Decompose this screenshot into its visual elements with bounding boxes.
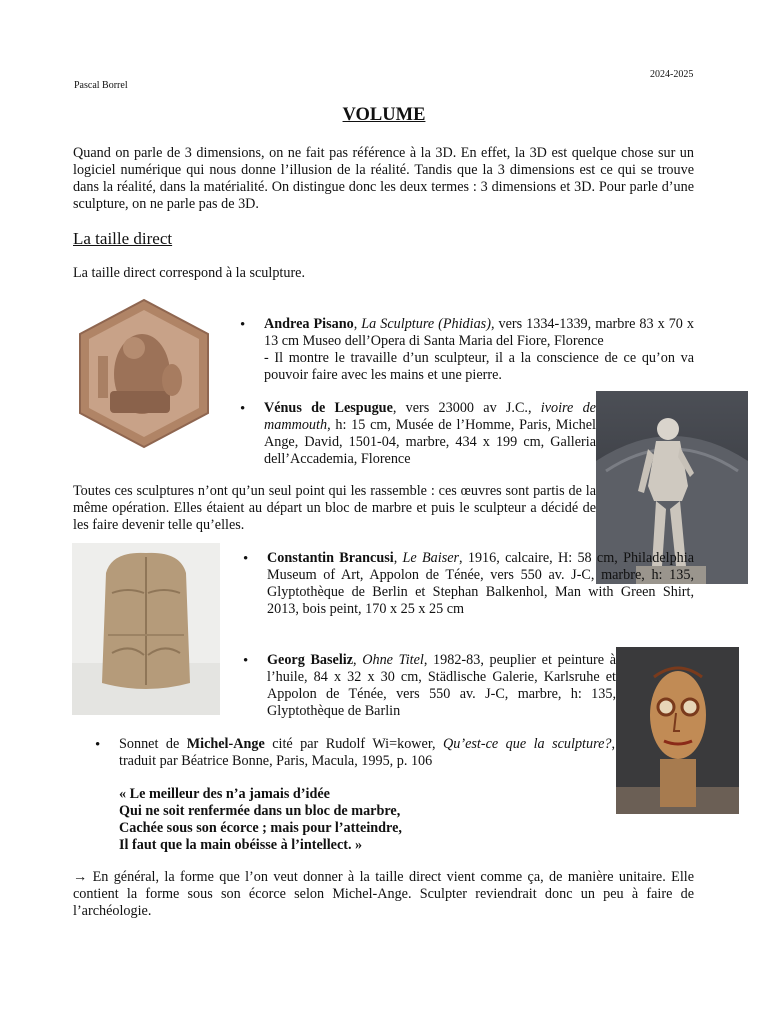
intro-paragraph: Quand on parle de 3 dimensions, on ne fait pas référence à la 3D. En effet, la 3D est quelque chose sur un logiciel numérique qui nous donne l’illusion de la réalité. Tandis que la 3 dimensions est ce qui se trouve dans la réalité, dans la matérialité. On distingue donc les deux termes : 3 dimensions et 3D. Pour parle d’une sculpture, on ne parle pas de 3D. xyxy=(73,145,694,212)
sonnet-artist: Michel-Ange xyxy=(186,736,265,752)
baselitz-details: , 1982-83, peuplier et peinture à l’huile, 84 x 32 x 30 cm, Städlische Galerie, Karlsruhe et Appolon de Ténée, vers 550 av. J-C, marbre, h: 135, Glyptothèque de Barlin xyxy=(267,652,617,719)
bullet-marker: • xyxy=(240,317,246,333)
brancusi-work-title: Le Baiser xyxy=(402,550,460,566)
sonnet-details: , traduit par Béatrice Bonne, Paris, Macula, 1995, p. 106 xyxy=(119,736,616,769)
section-intro: La taille direct correspond à la sculpture. xyxy=(73,265,306,281)
sonnet-work-title: Qu’est-ce que la sculpture? xyxy=(443,736,612,752)
baselitz-artist: Georg Baseliz xyxy=(267,652,354,668)
brancusi-artist: Constantin Brancusi xyxy=(267,550,394,566)
arrow-icon: → xyxy=(73,869,88,885)
author-name: Pascal Borrel xyxy=(74,80,128,91)
conclusion-paragraph xyxy=(73,869,694,920)
quote-line: Qui ne soit renfermée dans un bloc de marbre, xyxy=(119,803,401,819)
pisano-comment: - Il montre le travaille d’un sculpteur, il a la conscience de ce qu’on va pouvoir faire avec les mains et une pierre. xyxy=(264,350,694,383)
quote-line: « Le meilleur des n’a jamais d’idée xyxy=(119,786,330,802)
baselitz-work-title: Ohne Titel xyxy=(362,652,424,668)
pisano-caption: Andrea Pisano, La Sculpture (Phidias), vers 1334-1339, marbre 83 x 70 x 13 cm Museo dell’Opera di Santa Maria del Fiore, Florence - Il montre le travaille d’un sculpteur, il a la conscience de ce qu’on va pouvoir faire avec les mains et une pierre. xyxy=(264,316,694,383)
venus-artist: Vénus de Lespugue xyxy=(264,400,393,416)
pisano-relief-image xyxy=(72,296,216,451)
year-label: 2024-2025 xyxy=(650,69,694,80)
section-heading: La taille direct xyxy=(73,229,173,248)
sonnet-mid: cité par Rudolf Wi=kower, xyxy=(264,736,444,752)
venus-material: ivoire de mammouth xyxy=(264,400,596,433)
venus-date: , vers 23000 av J.C., xyxy=(392,400,541,416)
brancusi-kiss-image xyxy=(72,543,220,715)
brancusi-caption: Constantin Brancusi, Le Baiser, 1916, calcaire, H: 58 cm, Philadelphia Museum of Art, Appolon de Ténée, vers 550 av. J-C, marbre, h: 135, Glyptothèque de Berlin et Stephan Balkenhol, Man with Green Shirt, 2013, bois peint, 170 x 25 x 25 cm xyxy=(267,550,695,617)
bullet-marker: • xyxy=(95,737,101,753)
conclusion-text: En général, la forme que l’on veut donner à la taille direct vient comme ça, de manière unitaire. Elle contient la forme sous son écorce selon Michel-Ange. Sculpter reviendrait donc un peu à faire de l’archéologie. xyxy=(73,869,694,919)
quote-line: Il faut que la main obéisse à l’intellect. » xyxy=(119,837,363,853)
page-title: VOLUME xyxy=(342,105,426,125)
quote-line: Cachée sous son écorce ; mais pour l’atteindre, xyxy=(119,820,402,836)
bullet-marker: • xyxy=(243,653,249,669)
pisano-details: , vers 1334-1339, marbre 83 x 70 x 13 cm Museo dell’Opera di Santa Maria del Fiore, Florence xyxy=(264,316,694,349)
venus-details: , h: 15 cm, Musée de l’Homme, Paris, Michel Ange, David, 1501-04, marbre, 434 x 199 cm, Galleria dell’Accademia, Florence xyxy=(264,417,596,467)
pisano-work-title: La Sculpture (Phidias) xyxy=(361,316,491,332)
sonnet-caption xyxy=(119,736,615,770)
brancusi-details: , 1916, calcaire, H: 58 cm, Philadelphia Museum of Art, Appolon de Ténée, vers 550 av. J-C, marbre, h: 135, Glyptothèque de Berlin et Stephan Balkenhol, Man with Green Shirt, 2013, bois peint, 170 x 25 x 25 cm xyxy=(267,550,695,617)
baselitz-sculpture-image xyxy=(616,647,739,814)
bullet-marker: • xyxy=(240,401,246,417)
between-paragraph: Toutes ces sculptures n’ont qu’un seul point qui les rassemble : ces œuvres sont partis de la même opération. Elles étaient au départ un bloc de marbre et puis le sculpteur a décidé de les faire devenir telle qu’elles. xyxy=(73,483,596,533)
baselitz-caption: Georg Baseliz, Ohne Titel, 1982-83, peuplier et peinture à l’huile, 84 x 32 x 30 cm, Städlische Galerie, Karlsruhe et Appolon de Ténée, vers 550 av. J-C, marbre, h: 135, Glyptothèque de Barlin xyxy=(267,652,617,719)
bullet-marker: • xyxy=(243,551,249,567)
pisano-artist: Andrea Pisano xyxy=(264,316,354,332)
sonnet-pre: Sonnet de xyxy=(119,736,187,752)
michelangelo-quote xyxy=(119,786,619,854)
venus-caption xyxy=(264,400,596,468)
